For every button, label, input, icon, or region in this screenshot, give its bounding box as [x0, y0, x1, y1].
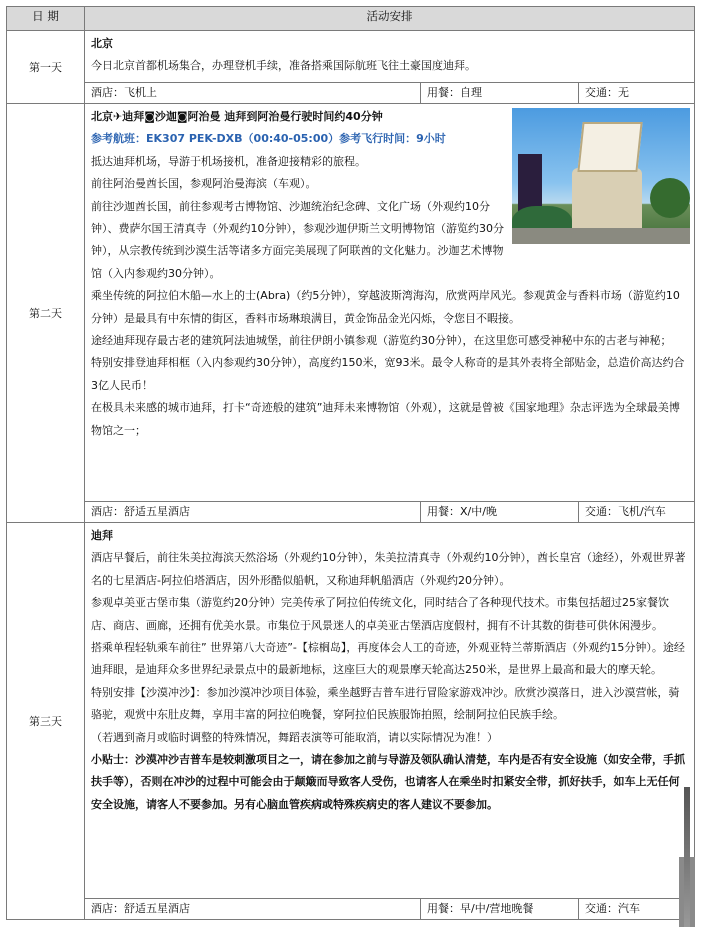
itinerary-table	[6, 6, 695, 920]
table-header-row	[7, 7, 695, 31]
burj-khalifa-silhouette	[669, 780, 703, 927]
meal-info: 用餐：X/中/晚	[421, 502, 579, 522]
day-label: 第一天	[7, 31, 85, 104]
day-city: 北京	[91, 37, 113, 50]
day-summary-row	[7, 83, 695, 104]
day-line: 特别安排【沙漠冲沙】：参加沙漠冲沙项目体验，乘坐越野吉普车进行冒险家游戏冲沙。欣赏沙漠落日，进入沙漠营帐，骑骆驼，观赏中东肚皮舞，享用丰富的阿拉伯晚餐，穿阿拉伯民族服饰拍照，绘制阿拉伯民族手绘。	[91, 685, 680, 722]
date-column-header: 日 期	[7, 7, 85, 31]
day-content	[85, 523, 695, 899]
sharjah-quran-monument-photo	[512, 108, 690, 244]
day-line: 今日北京首都机场集合，办理登机手续，准备搭乘国际航班飞往土豪国度迪拜。	[91, 59, 476, 73]
meal-info: 用餐：早/中/营地晚餐	[421, 899, 579, 919]
day-label: 第二天	[7, 104, 85, 523]
day-summary-row	[7, 502, 695, 523]
day-summary	[85, 83, 695, 104]
day-line: 特别安排登迪拜相框（入内参观约30分钟），高度约150米，宽93米。最令人称奇的是其外表将全部贴金，总造价高达约合3亿人民币！	[91, 356, 685, 392]
day-row	[7, 31, 695, 83]
day-line: （若遇到斋月或临时调整的特殊情况，舞蹈表演等可能取消，请以实际情况为准！）	[91, 730, 498, 744]
day-line: 抵达迪拜机场，导游于机场接机，准备迎接精彩的旅程。	[91, 154, 366, 168]
activity-column-header: 活动安排	[85, 7, 695, 31]
meal-info: 用餐：自理	[421, 83, 579, 103]
hotel-info: 酒店：舒适五星酒店	[85, 502, 421, 522]
day-line: 酒店早餐后，前往朱美拉海滨天然浴场（外观约10分钟），朱美拉清真寺（外观约10分钟），酋长皇宫（途经），外观世界著名的七星酒店-阿拉伯塔酒店，因外形酷似船帆，又称迪拜帆船酒店（外观约20分钟）。	[91, 551, 686, 587]
hotel-info: 酒店：飞机上	[85, 83, 421, 103]
day-city: 北京✈迪拜◙沙迦◙阿治曼 迪拜到阿治曼行驶时间约40分钟	[91, 110, 383, 123]
day-line: 途经迪拜现存最古老的建筑阿法迪城堡，前往伊朗小镇参观（游览约30分钟），在这里您可感受神秘中东的古老与神秘；	[91, 334, 672, 348]
day-summary	[85, 899, 695, 920]
day-summary	[85, 502, 695, 523]
day-row	[7, 523, 695, 899]
transport-info: 交通：汽车	[585, 902, 640, 915]
day-line: 前往阿治曼酋长国，参观阿治曼海滨（车观）。	[91, 177, 317, 191]
tips-text: 小贴士：沙漠冲沙吉普车是较刺激项目之一，请在参加之前与导游及领队确认清楚，车内是否有安全设施（如安全带，手抓扶手等），否则在冲沙的过程中可能会由于颠簸而导致客人受伤，也请客人在乘坐时扣紧安全带，抓好扶手，如车上无任何安全设施，请客人不要参加。另有心脑血管疾病或特殊疾病史的客人建议不要参加。	[91, 753, 685, 811]
day-line: 乘坐传统的阿拉伯木船—水上的士(Abra)（约5分钟），穿越波斯湾海沟，欣赏两岸风光。参观黄金与香料市场（游览约10分钟）是最具有中东情的街区，香料市场琳琅满目，黄金饰品金光闪烁，令您目不暇接。	[91, 289, 680, 325]
transport-info: 交通：飞机/汽车	[585, 505, 666, 518]
day-line: 前往沙迦酋长国，前往参观考古博物馆、沙迦统治纪念碑、文化广场（外观约10分钟）、费萨尔国王清真寺（外观约10分钟），参观沙迦伊斯兰文明博物馆（游览约30分钟），从宗教传统到沙漠生活等诸多方面完美展现了阿联酋的文化魅力。沙迦艺术博物馆（入内参观约30分钟）。	[91, 199, 504, 280]
day-row	[7, 104, 695, 502]
day-content	[85, 104, 695, 502]
day-summary-row	[7, 899, 695, 920]
day-content	[85, 31, 695, 83]
day-line: 在极具未来感的城市迪拜，打卡“奇迹般的建筑”迪拜未来博物馆（外观），这就是曾被《国家地理》杂志评选为全球最美博物馆之一；	[91, 401, 680, 437]
day-city: 迪拜	[91, 529, 113, 542]
hotel-info: 酒店：舒适五星酒店	[85, 899, 421, 919]
day-line: 参观卓美亚古堡市集（游览约20分钟）完美传承了阿拉伯传统文化，同时结合了各种现代技术。市集包括超过25家餐饮店、商店、画廊，还拥有优美水景。市集位于风景迷人的卓美亚古堡酒店度假村，拥有不计其数的街巷可供休闲漫步。	[91, 596, 669, 632]
day-label: 第三天	[7, 523, 85, 920]
day-line: 搭乘单程轻轨乘车前往” 世界第八大奇迹”-【棕榈岛】，再度体会人工的奇迹，外观亚特兰蒂斯酒店（外观约15分钟）。途经迪拜眼，是迪拜众多世界纪录景点中的最新地标，这座巨大的观景摩天轮高达250米，是世界上最高和最大的摩天轮。	[91, 641, 685, 677]
flight-info: 参考航班：EK307 PEK-DXB（00:40-05:00）参考飞行时间：9小时	[91, 132, 446, 146]
transport-info: 交通：无	[585, 86, 629, 99]
